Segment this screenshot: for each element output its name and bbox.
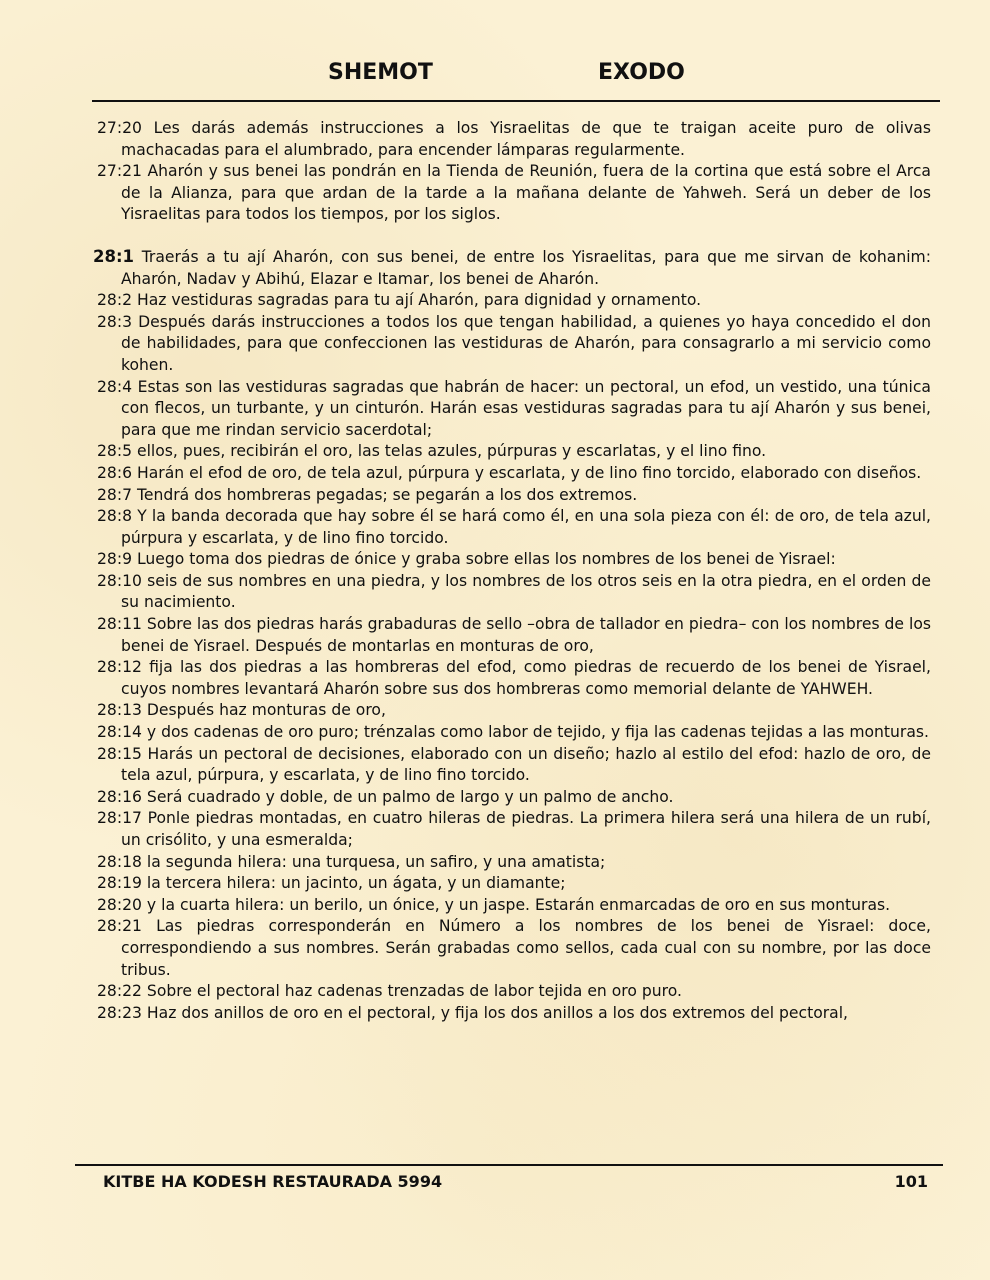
verse-ref: 28:17	[97, 809, 142, 828]
verse-28-1	[95, 246, 931, 290]
verse-ref: 28:2	[97, 291, 133, 310]
book-title-spanish: EXODO	[598, 60, 685, 85]
verse-28-22	[95, 981, 931, 1003]
verse-ref: 28:6	[97, 463, 133, 482]
verse-ref: 28:22	[97, 982, 142, 1001]
verse-28-7	[95, 485, 931, 507]
page-number: 101	[894, 1172, 928, 1191]
verse-28-20	[95, 895, 931, 917]
verse-text: Sobre las dos piedras harás grabaduras de sello –obra de tallador en piedra– con los nombres de los benei de Yisrael. Después de montarlas en monturas de oro,	[121, 615, 931, 655]
verse-28-13	[95, 700, 931, 722]
verse-ref: 27:21	[97, 162, 142, 181]
verse-28-21	[95, 916, 931, 981]
verse-text: Tendrá dos hombreras pegadas; se pegarán a los dos extremos.	[137, 485, 638, 504]
verse-28-14	[95, 722, 931, 744]
book-title-hebrew: SHEMOT	[328, 60, 433, 85]
verse-text: Haz vestiduras sagradas para tu ají Aharón, para dignidad y ornamento.	[137, 291, 702, 310]
page-header	[0, 58, 990, 92]
verse-28-16	[95, 787, 931, 809]
verse-ref: 28:9	[97, 550, 133, 569]
verse-ref: 28:7	[97, 485, 133, 504]
verse-text: Les darás además instrucciones a los Yisraelitas de que te traigan aceite puro de olivas machacadas para el alumbrado, para encender lámparas regularmente.	[121, 119, 931, 159]
verse-28-8	[95, 506, 931, 549]
verse-28-2	[95, 290, 931, 312]
verse-ref: 28:23	[97, 1003, 142, 1022]
header-divider	[92, 100, 940, 102]
verse-text: Sobre el pectoral haz cadenas trenzadas de labor tejida en oro puro.	[146, 982, 682, 1001]
verse-ref: 28:20	[97, 895, 142, 914]
footer-divider	[75, 1164, 943, 1166]
verse-ref: 28:14	[97, 723, 142, 742]
verse-text: Harán el efod de oro, de tela azul, púrpura y escarlata, y de lino fino torcido, elaborado con diseños.	[137, 463, 922, 482]
verse-ref: 28:8	[97, 507, 133, 526]
verse-text: Después darás instrucciones a todos los que tengan habilidad, a quienes yo haya concedido el don de habilidades, para que confeccionen las vestiduras de Aharón, para consagrarlo a mi servicio como kohen.	[121, 312, 931, 374]
verse-ref: 28:16	[97, 787, 142, 806]
verse-text: ellos, pues, recibirán el oro, las telas azules, púrpuras y escarlatas, y el lino fino.	[137, 442, 767, 461]
verse-28-4	[95, 377, 931, 442]
verse-ref: 28:11	[97, 615, 142, 634]
verse-28-6	[95, 463, 931, 485]
verse-ref: 28:15	[97, 744, 142, 763]
verse-28-23	[95, 1003, 931, 1025]
verse-text: Estas son las vestiduras sagradas que habrán de hacer: un pectoral, un efod, un vestido, una túnica con flecos, un turbante, y un cinturón. Harán esas vestiduras sagradas para tu ají Aharón y sus benei, para que me rindan servicio sacerdotal;	[121, 377, 931, 439]
verse-text: Harás un pectoral de decisiones, elaborado con un diseño; hazlo al estilo del efod: hazlo de oro, de tela azul, púrpura, y escarlata, y de lino fino torcido.	[121, 744, 931, 785]
verse-ref: 28:10	[97, 571, 142, 590]
verse-text: Y la banda decorada que hay sobre él se hará como él, en una sola pieza con él: de oro, de tela azul, púrpura y escarlata, y de lino fino torcido.	[121, 507, 931, 547]
verse-28-19	[95, 873, 931, 895]
verse-text: Aharón y sus benei las pondrán en la Tienda de Reunión, fuera de la cortina que está sobre el Arca de la Alianza, para que ardan de la tarde a la mañana delante de Yahweh. Será un deber de los Yisraelitas para todos los tiempos, por los siglos.	[121, 162, 931, 224]
verse-text: seis de sus nombres en una piedra, y los nombres de los otros seis en la otra piedra, en el orden de su nacimiento.	[121, 571, 931, 612]
verse-ref: 27:20	[97, 119, 142, 137]
footer-title: KITBE HA KODESH RESTAURADA 5994	[103, 1172, 443, 1191]
verse-28-12	[95, 657, 931, 700]
verse-text: Las piedras corresponderán en Número a los nombres de los benei de Yisrael: doce, correspondiendo a sus nombres. Serán grabadas como sellos, cada cual con su nombre, por las doce tribus.	[121, 917, 931, 979]
verse-ref: 28:18	[97, 852, 142, 871]
verse-text: Luego toma dos piedras de ónice y graba sobre ellas los nombres de los benei de Yisrael:	[137, 550, 836, 569]
verse-ref: 28:19	[97, 874, 142, 893]
verse-ref: 28:5	[97, 442, 133, 461]
verse-text: la segunda hilera: una turquesa, un safiro, y una amatista;	[146, 852, 606, 871]
verse-ref: 28:21	[97, 917, 142, 936]
verse-text: Traerás a tu ají Aharón, con sus benei, de entre los Yisraelitas, para que me sirvan de kohanim: Aharón, Nadav y Abihú, Elazar e Itamar, los benei de Aharón.	[121, 247, 931, 288]
verse-27-21	[95, 161, 931, 226]
verse-text: Será cuadrado y doble, de un palmo de largo y un palmo de ancho.	[146, 787, 674, 806]
verse-28-15	[95, 744, 931, 787]
verse-text: Después haz monturas de oro,	[146, 701, 386, 720]
verse-ref: 28:13	[97, 701, 142, 720]
verse-ref: 28:3	[97, 312, 133, 331]
verse-ref: 28:4	[97, 377, 133, 396]
verse-text: y dos cadenas de oro puro; trénzalas como labor de tejido, y fija las cadenas tejidas a las monturas.	[146, 723, 929, 742]
verse-27-20	[95, 118, 931, 161]
verse-text: la tercera hilera: un jacinto, un ágata, y un diamante;	[146, 874, 566, 893]
verse-text: Haz dos anillos de oro en el pectoral, y fija los dos anillos a los dos extremos del pectoral,	[146, 1003, 848, 1022]
verse-text: fija las dos piedras a las hombreras del efod, como piedras de recuerdo de los benei de Yisrael, cuyos nombres levantará Aharón sobre sus dos hombreras como memorial delante de YAHWEH.	[121, 658, 931, 698]
chapter-start-ref: 28:1	[93, 246, 135, 266]
verse-text: Ponle piedras montadas, en cuatro hileras de piedras. La primera hilera será una hilera de un rubí, un crisólito, y una esmeralda;	[121, 809, 931, 849]
verse-28-18	[95, 852, 931, 874]
verse-28-17	[95, 808, 931, 851]
verse-text: y la cuarta hilera: un berilo, un ónice, y un jaspe. Estarán enmarcadas de oro en sus monturas.	[146, 895, 891, 914]
verse-ref: 28:12	[97, 658, 142, 677]
verse-list	[95, 118, 931, 1024]
verse-28-10	[95, 571, 931, 614]
verse-28-5	[95, 441, 931, 463]
verse-28-11	[95, 614, 931, 657]
verse-28-9	[95, 549, 931, 571]
verse-28-3	[95, 312, 931, 377]
